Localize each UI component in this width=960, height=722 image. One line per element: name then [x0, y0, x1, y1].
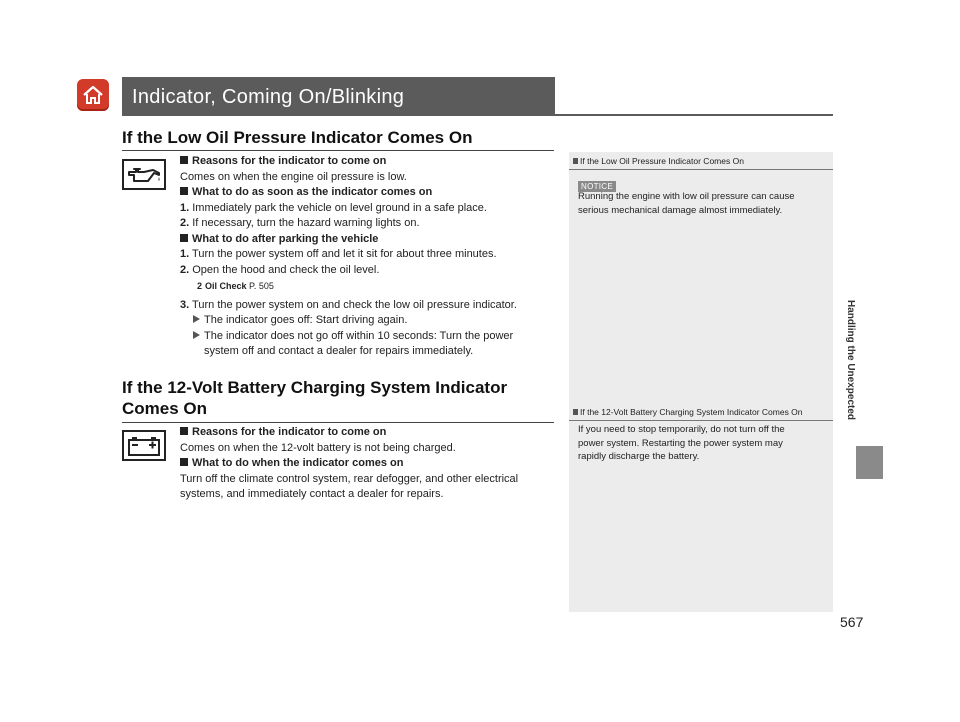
- sidebar-battery-title: If the 12-Volt Battery Charging System Indicator Comes On: [573, 407, 803, 417]
- oil-result-2: The indicator does not go off within 10 seconds: Turn the power: [180, 329, 560, 345]
- battery-when-subhead: What to do when the indicator comes on: [180, 456, 560, 472]
- note-marker-icon: [573, 409, 578, 415]
- battery-icon: [126, 435, 162, 457]
- title-rule: [122, 114, 833, 116]
- oil-after-step-1: 1. Turn the power system off and let it sit for about three minutes.: [180, 248, 497, 260]
- battery-reasons-subhead: Reasons for the indicator to come on: [180, 425, 560, 441]
- battery-reasons-text: Comes on when the 12-volt battery is not being charged.: [180, 441, 456, 454]
- sidebar-battery-text: If you need to stop temporarily, do not turn off the power system. Restarting the power system may rapidly discharge the battery.: [578, 424, 785, 462]
- sidebar-oil-rule: [569, 169, 833, 170]
- sidebar-oil-title: If the Low Oil Pressure Indicator Comes On: [573, 156, 744, 166]
- home-button[interactable]: [77, 79, 109, 111]
- battery-when-line-2: systems, and immediately contact a dealer for repairs.: [180, 488, 444, 500]
- battery-heading-rule: [122, 422, 554, 423]
- note-marker-icon: [573, 158, 578, 164]
- oil-indicator-box: [122, 159, 166, 190]
- oil-reasons-subhead: Reasons for the indicator to come on: [180, 154, 560, 170]
- oil-asap-step-1: 1. Immediately park the vehicle on level ground in a safe place.: [180, 201, 487, 214]
- sidebar-battery-rule: [569, 420, 833, 421]
- oil-asap-step-2: 2. If necessary, turn the hazard warning lights on.: [180, 217, 420, 229]
- oil-asap-subhead: What to do as soon as the indicator comes on: [180, 185, 560, 201]
- oil-after-step-2: 2. Open the hood and check the oil level.: [180, 263, 380, 276]
- chapter-tab[interactable]: [856, 446, 883, 479]
- oil-heading: If the Low Oil Pressure Indicator Comes On: [122, 128, 473, 147]
- battery-heading-line-1: If the 12-Volt Battery Charging System Indicator: [122, 378, 508, 397]
- reference-arrow-icon: 2: [197, 281, 203, 291]
- oil-reasons-text: Comes on when the engine oil pressure is low.: [180, 170, 407, 183]
- notice-badge: NOTICE: [578, 176, 616, 194]
- battery-when-line-1: Turn off the climate control system, rear defogger, and other electrical: [180, 472, 519, 485]
- oil-can-icon: [126, 165, 162, 185]
- battery-indicator-box: [122, 430, 166, 461]
- chapter-label: Handling the Unexpected: [845, 300, 856, 421]
- battery-heading-line-2: Comes On: [122, 399, 208, 418]
- oil-heading-rule: [122, 150, 554, 151]
- section-title-bar: [122, 77, 555, 115]
- sidebar-notes: [569, 152, 833, 612]
- page-number: 567: [840, 614, 864, 630]
- oil-after-subhead: What to do after parking the vehicle: [180, 232, 560, 248]
- result-arrow-icon: [193, 315, 200, 323]
- battery-content: [180, 425, 560, 503]
- home-icon: [82, 85, 104, 105]
- result-arrow-icon: [193, 331, 200, 339]
- page-title: Indicator, Coming On/Blinking: [132, 86, 405, 108]
- oil-step-3: 3. Turn the power system on and check the low oil pressure indicator.: [180, 298, 517, 311]
- oil-result-2-cont: system off and contact a dealer for repairs immediately.: [204, 345, 474, 357]
- oil-result-1: The indicator goes off: Start driving again.: [180, 313, 560, 329]
- sidebar-oil-text: Running the engine with low oil pressure can cause serious mechanical damage almost immediately.: [578, 191, 795, 216]
- oil-check-reference-link[interactable]: 2 Oil Check P. 505: [180, 279, 560, 295]
- oil-content: [180, 154, 560, 360]
